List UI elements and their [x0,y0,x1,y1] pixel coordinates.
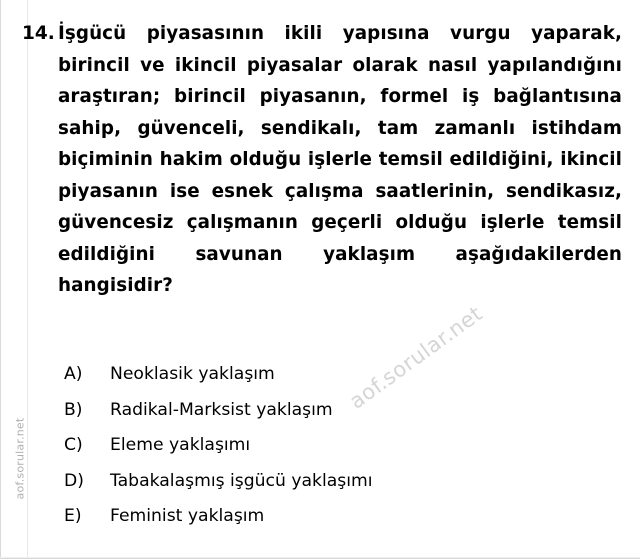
watermark-diagonal: aof.sorular.net [344,301,487,414]
option-a-letter: A) [64,364,83,384]
option-b-label: Radikal-Marksist yaklaşım [110,399,333,420]
option-e-label: Feminist yaklaşım [110,506,265,526]
option-e[interactable] [64,504,604,529]
question-block [18,18,622,333]
watermark-vertical: aof.sorular.net [13,417,27,500]
option-d[interactable] [64,469,604,494]
option-b[interactable] [64,398,604,423]
option-c-letter: C) [64,435,83,455]
question-number: 14. [22,23,55,44]
option-c-label: Eleme yaklaşımı [110,435,251,455]
option-a[interactable] [64,362,604,387]
options-list [64,362,604,540]
option-a-label: Neoklasik yaklaşım [110,364,275,384]
option-d-letter: D) [64,470,84,491]
option-c[interactable] [64,433,604,458]
option-b-letter: B) [64,399,83,420]
option-d-label: Tabakalaşmış işgücü yaklaşımı [110,470,373,491]
question-text: İşgücü piyasasının ikili yapısına vurgu yaparak, birincil ve ikincil piyasalar olarak nasıl yapılandığını araştıran; birincil piyasanın, formel iş bağlantısına sahip, güvenceli, sendikalı, tam zamanlı istihdam biçiminin hakim olduğu işlerle temsil edildiğini, ikincil piyasanın ise esnek çalışma saatlerinin, sendikasız, güvencesiz çalışmanın geçerli olduğu işlerle temsil edildiğini savunan yaklaşım aşağıdakilerden hangisidir? [58,23,622,296]
option-e-letter: E) [64,506,82,526]
